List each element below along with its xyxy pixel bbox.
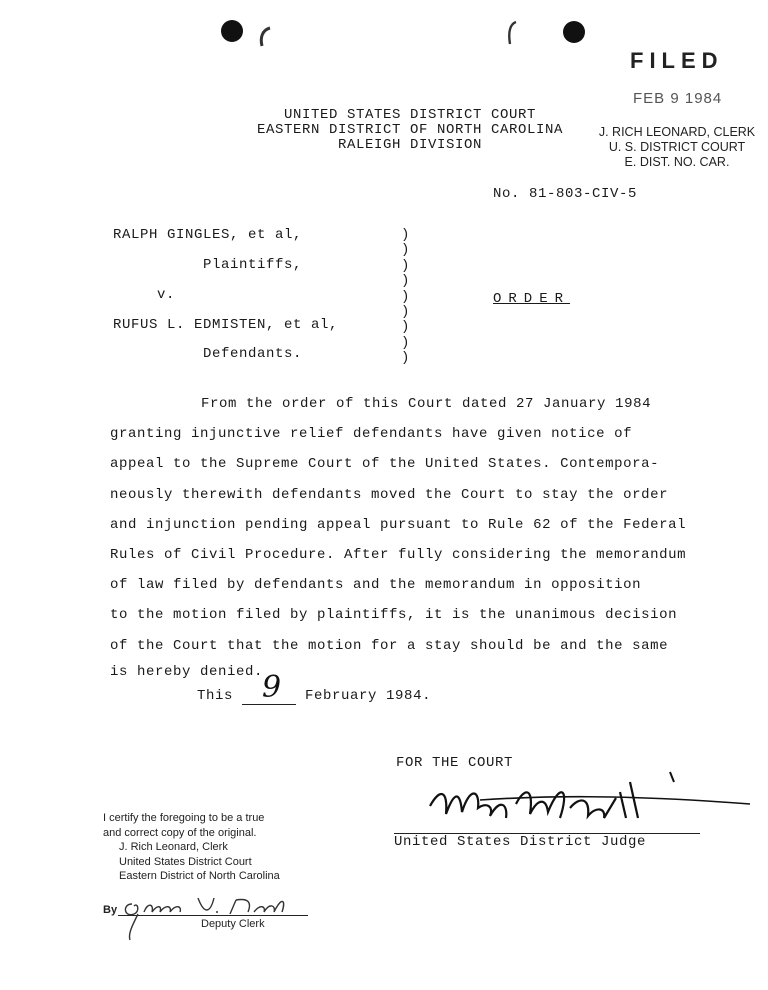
date-suffix: February 1984. (305, 688, 432, 704)
paren: ) (401, 227, 411, 243)
cert-by-label: By (103, 904, 118, 916)
body-line: Rules of Civil Procedure. After fully considering the memorandum (110, 547, 687, 564)
filed-stamp-date: FEB 9 1984 (633, 90, 723, 107)
paren: ) (401, 257, 411, 274)
court-name: UNITED STATES DISTRICT COURT (283, 107, 537, 123)
staple-mark-right (502, 18, 522, 48)
body-line: of law filed by defendants and the memorandum in opposition (110, 577, 642, 594)
versus: v. (157, 287, 176, 303)
body-line: From the order of this Court dated 27 January 1984 (201, 396, 652, 412)
document-title: ORDER (493, 291, 571, 307)
filed-stamp-title: FILED (630, 48, 724, 73)
staple-mark-left (256, 24, 276, 50)
cert-court: United States District Court (119, 855, 252, 868)
for-the-court: FOR THE COURT (396, 755, 514, 771)
case-number: No. 81-803-CIV-5 (493, 186, 638, 202)
court-division: RALEIGH DIVISION (337, 137, 483, 153)
court-header (250, 108, 570, 153)
body-line: is hereby denied. (110, 663, 264, 680)
paren: ) (401, 304, 411, 321)
defendant-name: RUFUS L. EDMISTEN, et al, (113, 317, 339, 333)
certification-stamp (103, 811, 280, 884)
punch-hole-right (563, 21, 585, 43)
deputy-signature (118, 884, 318, 944)
cert-clerk: J. Rich Leonard, Clerk (119, 841, 228, 853)
body-line: to the motion filed by plaintiffs, it is the unanimous decision (110, 607, 678, 624)
paren: ) (401, 319, 411, 336)
plaintiff-role: Plaintiffs, (203, 257, 303, 273)
order-body (110, 389, 686, 683)
cert-deputy-title: Deputy Clerk (201, 918, 265, 930)
paren: ) (401, 242, 411, 259)
cert-line-1: I certify the foregoing to be a true (103, 812, 265, 824)
paren: ) (401, 273, 411, 290)
stamp-district: E. DIST. NO. CAR. (624, 155, 730, 169)
body-line: appeal to the Supreme Court of the United States. Contempora- (110, 456, 660, 473)
plaintiff-name: RALPH GINGLES, et al, (113, 227, 303, 243)
caption-parentheses (401, 228, 410, 367)
cert-line-2: and correct copy of the original. (103, 826, 257, 839)
judge-signature (420, 768, 760, 838)
paren: ) (401, 334, 411, 351)
stamp-clerk-name: J. RICH LEONARD, CLERK (598, 125, 756, 139)
body-line: neously therewith defendants moved the Court to stay the order (110, 486, 669, 503)
court-district: EASTERN DISTRICT OF NORTH CAROLINA (256, 122, 564, 138)
date-day-handwritten: 9 (262, 670, 282, 705)
cert-district: Eastern District of North Carolina (119, 870, 280, 882)
judge-title: United States District Judge (394, 834, 647, 850)
date-day-blank (242, 670, 296, 705)
stamp-court: U. S. DISTRICT COURT (608, 140, 746, 154)
date-prefix: This (197, 688, 234, 704)
date-line (197, 670, 432, 705)
paren: ) (401, 350, 411, 367)
defendant-role: Defendants. (203, 346, 303, 362)
body-line: and injunction pending appeal pursuant to Rule 62 of the Federal (110, 516, 687, 533)
punch-hole-left (221, 20, 243, 42)
body-line: granting injunctive relief defendants have given notice of (110, 426, 633, 443)
filed-stamp-clerk (596, 125, 758, 170)
paren: ) (401, 288, 411, 305)
body-line: of the Court that the motion for a stay should be and the same (110, 637, 669, 654)
